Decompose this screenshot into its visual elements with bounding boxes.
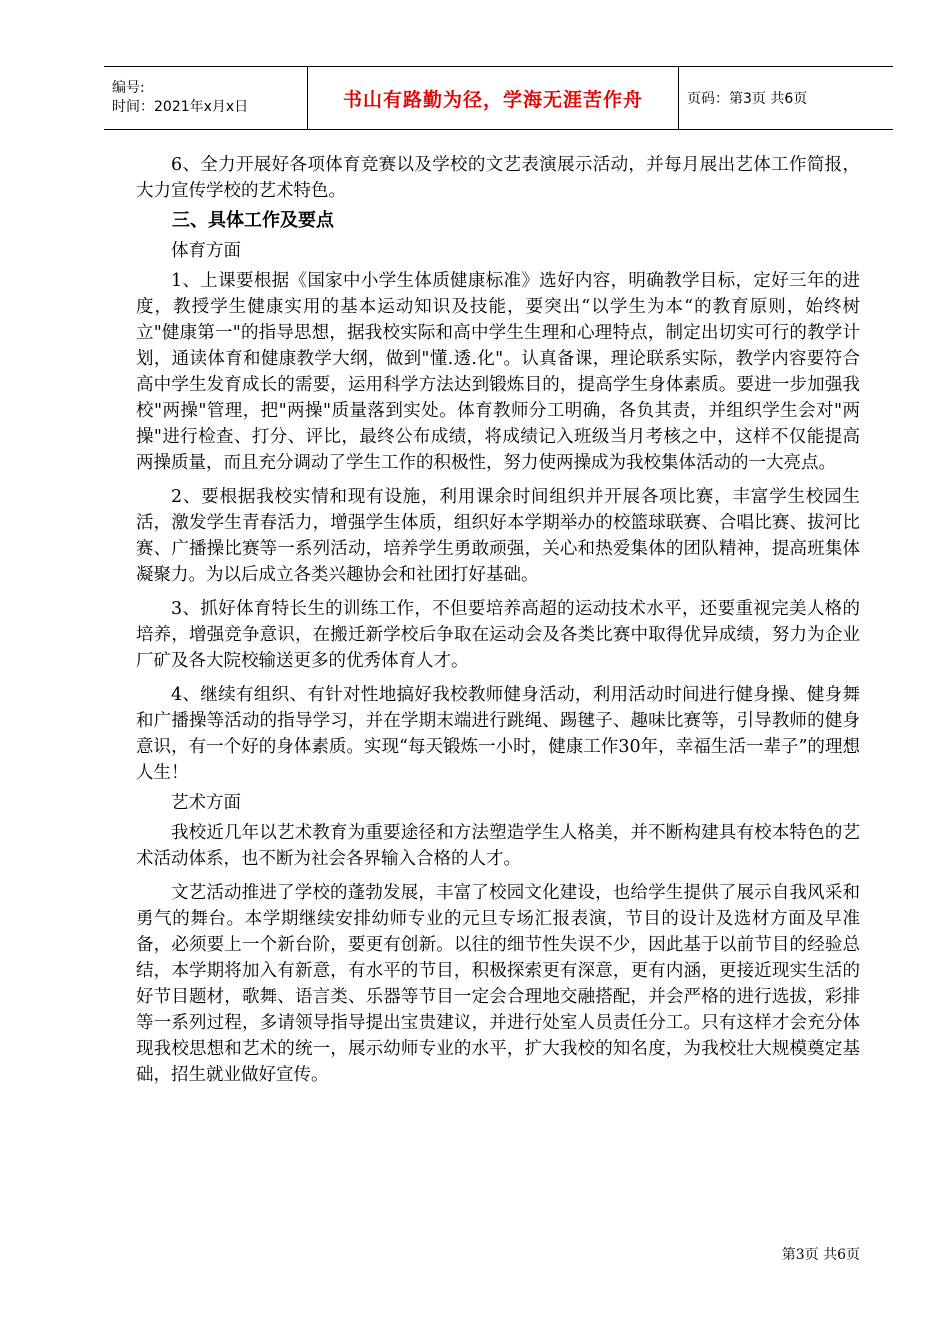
sports-item-1: 1、上课要根据《国家中小学生体质健康标准》选好内容，明确教学目标，定好三年的进度，教授学生健康实用的基本运动知识及技能，要突出“以学生为本“的教育原则，始终树立"健康第一"的指导思想，据我校实际和高中学生生理和心理特点，制定出切实可行的教学计划，通读体育和健康教学大纲，做到"懂.透.化"。认真备课，理论联系实际，教学内容要符合高中学生发育成长的需要，运用科学方法达到锻炼目的，提高学生身体素质。要进一步加强我校"两操"管理，把"两操"质量落到实处。体育教师分工明确，各负其责，并组织学生会对"两操"进行检查、打分、评比，最终公布成绩，将成绩记入班级当月考核之中，这样不仅能提高两操质量，而且充分调动了学生工作的积极性，努力使两操成为我校集体活动的一大亮点。 — [136, 271, 860, 473]
motto-text: 书山有路勤为径，学海无涯苦作舟 — [342, 88, 643, 111]
page-header — [104, 66, 893, 130]
sports-item-2: 2、要根据我校实情和现有设施，利用课余时间组织并开展各项比赛，丰富学生校园生活，激发学生青春活力，增强学生体质，组织好本学期举办的校篮球联赛、合唱比赛、拔河比赛、广播操比赛等一系列活动，培养学生勇敢顽强，关心和热爱集体的团队精神，提高班集体凝聚力。为以后成立各类兴趣协会和社团打好基础。 — [136, 487, 860, 585]
paragraph-6: 6、全力开展好各项体育竞赛以及学校的文艺表演展示活动，并每月展出艺体工作简报，大力宣传学校的艺术特色。 — [136, 155, 860, 201]
subsection-sports: 体育方面 — [171, 241, 241, 261]
document-body — [136, 152, 860, 1088]
section-title: 三、具体工作及要点 — [172, 210, 334, 231]
time-label: 时间：2021年x月x日 — [112, 99, 249, 115]
header-meta — [104, 67, 307, 129]
header-motto — [307, 67, 679, 129]
header-page-label: 页码：第3页 共6页 — [687, 91, 808, 107]
subsection-arts: 艺术方面 — [171, 793, 241, 813]
arts-paragraph-1: 我校近几年以艺术教育为重要途径和方法塑造学生人格美，并不断构建具有校本特色的艺术活动体系，也不断为社会各界输入合格的人才。 — [136, 823, 860, 869]
code-label: 编号: — [112, 80, 145, 96]
sports-item-3: 3、抓好体育特长生的训练工作，不但要培养高超的运动技术水平，还要重视完美人格的培养，增强竞争意识，在搬迁新学校后争取在运动会及各类比赛中取得优异成绩，努力为企业厂矿及各大院校输送更多的优秀体育人才。 — [136, 599, 860, 671]
arts-paragraph-2: 文艺活动推进了学校的蓬勃发展，丰富了校园文化建设，也给学生提供了展示自我风采和勇气的舞台。本学期继续安排幼师专业的元旦专场汇报表演，节目的设计及选材方面及早准备，必须要上一个新台阶，要更有创新。以往的细节性失误不少，因此基于以前节目的经验总结，本学期将加入有新意，有水平的节目，积极探索更有深意，更有内涵，更接近现实生活的好节目题材，歌舞、语言类、乐器等节目一定会合理地交融搭配，并会严格的进行选拔，彩排等一系列过程，多请领导指导提出宝贵建议，并进行处室人员责任分工。只有这样才会充分体现我校思想和艺术的统一，展示幼师专业的水平，扩大我校的知名度，为我校壮大规模奠定基础，招生就业做好宣传。 — [136, 883, 860, 1085]
header-page — [679, 67, 893, 129]
sports-item-4: 4、继续有组织、有针对性地搞好我校教师健身活动，利用活动时间进行健身操、健身舞和广播操等活动的指导学习，并在学期末端进行跳绳、踢毽子、趣味比赛等，引导教师的健身意识，有一个好的身体素质。实现“每天锻炼一小时，健康工作30年，幸福生活一辈子”的理想人生！ — [136, 685, 860, 783]
page-footer: 第3页 共6页 — [781, 1247, 860, 1263]
